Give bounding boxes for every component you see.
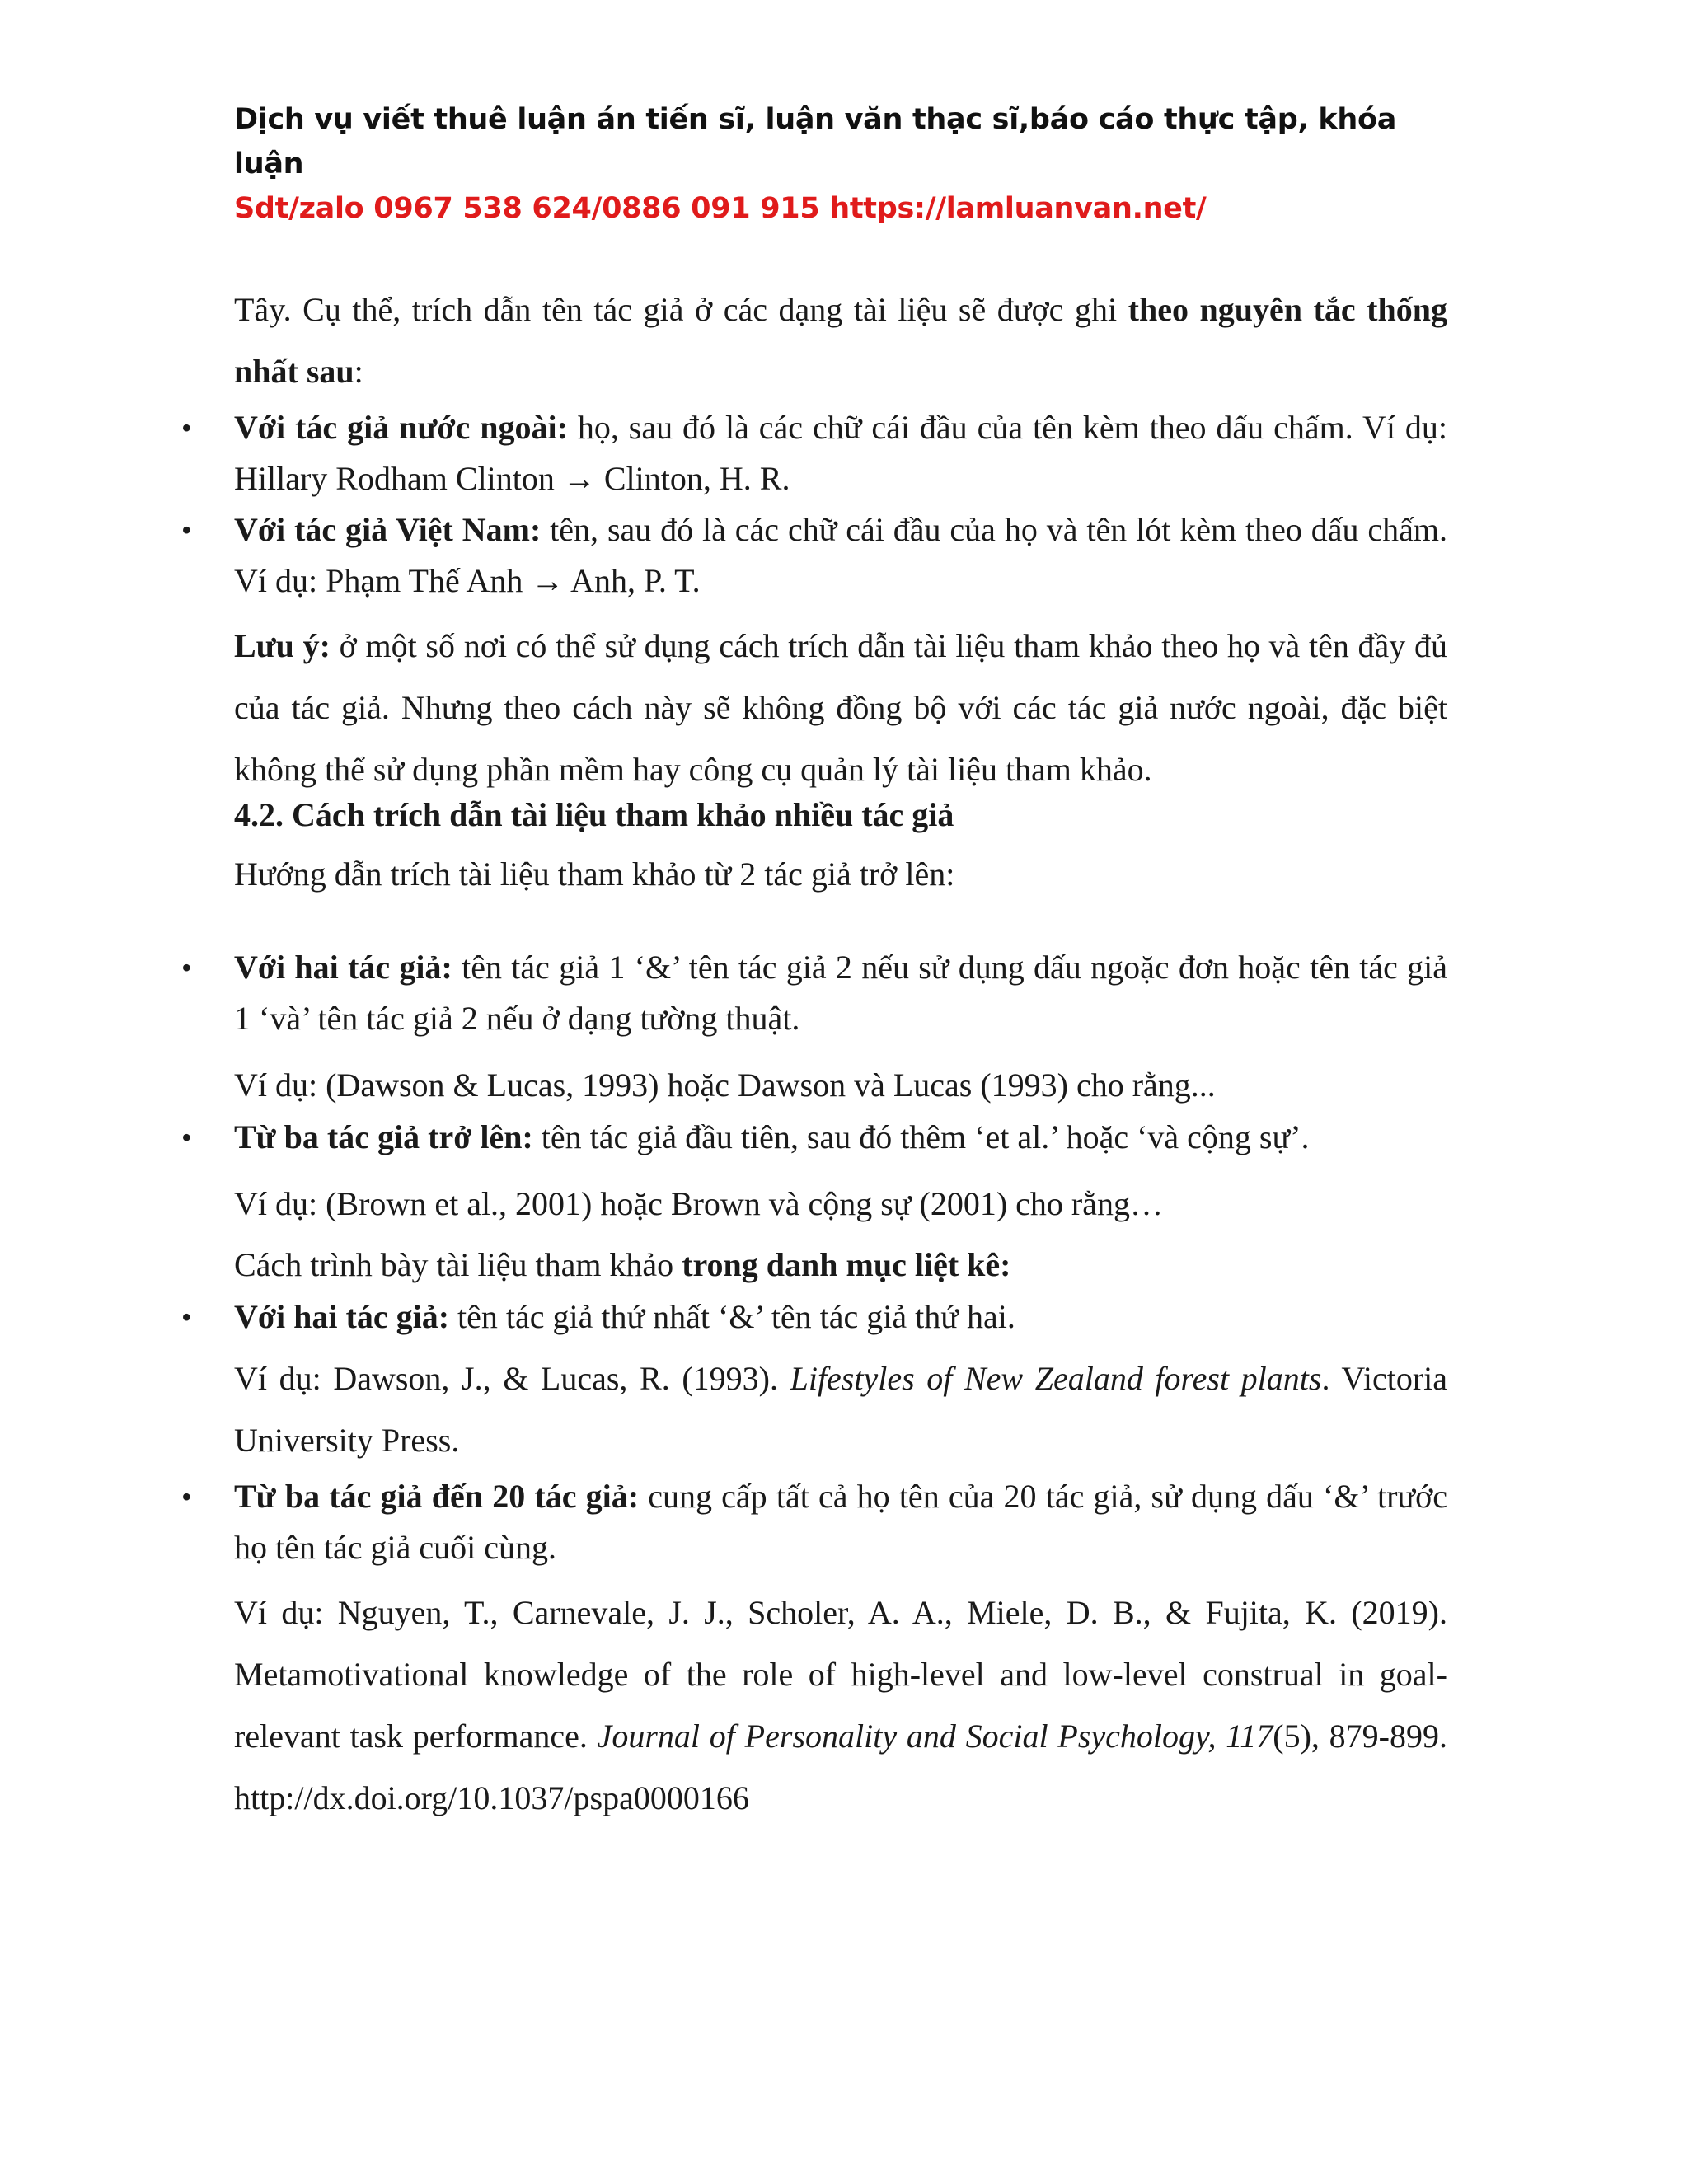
guide-paragraph: Hướng dẫn trích tài liệu tham khảo từ 2 tác giả trở lên:	[234, 855, 955, 893]
example-twenty-authors: Ví dụ: Nguyen, T., Carnevale, J. J., Scholer, A. A., Miele, D. B., & Fujita, K. (2019). Metamotivational knowledge of the role of high-level and low-level construal in goal-relevant task performance. Journal of Personality and Social Psychology, 117(5), 879-899. http://dx.doi.org/10.1037/pspa0000166	[234, 1594, 1447, 1816]
bullet-vietnamese-author: • Với tác giả Việt Nam: tên, sau đó là các chữ cái đầu của họ và tên lót kèm theo dấu chấm. Ví dụ: Phạm Thế Anh → Anh, P. T.	[234, 504, 1447, 607]
page-header	[234, 97, 1470, 231]
section-heading: 4.2. Cách trích dẫn tài liệu tham khảo nhiều tác giả	[234, 796, 954, 833]
list-intro-paragraph: Cách trình bày tài liệu tham khảo trong danh mục liệt kê:	[234, 1246, 1011, 1283]
bullet-two-authors: • Với hai tác giả: tên tác giả 1 ‘&’ tên tác giả 2 nếu sử dụng dấu ngoặc đơn hoặc tên tác giả 1 ‘và’ tên tác giả 2 nếu ở dạng tường thuật.	[234, 942, 1447, 1044]
note-paragraph: Lưu ý: ở một số nơi có thể sử dụng cách trích dẫn tài liệu tham khảo theo họ và tên đầy đủ của tác giả. Nhưng theo cách này sẽ không đồng bộ với các tác giả nước ngoài, đặc biệt không thể sử dụng phần mềm hay công cụ quản lý tài liệu tham khảo.	[234, 627, 1447, 788]
bullet-twenty-authors: • Từ ba tác giả đến 20 tác giả: cung cấp tất cả họ tên của 20 tác giả, sử dụng dấu ‘&’ trước họ tên tác giả cuối cùng.	[234, 1471, 1447, 1573]
example-two-authors-list: Ví dụ: Dawson, J., & Lucas, R. (1993). Lifestyles of New Zealand forest plants. Victoria University Press.	[234, 1360, 1448, 1459]
bullet-foreign-author: • Với tác giả nước ngoài: họ, sau đó là các chữ cái đầu của tên kèm theo dấu chấm. Ví dụ: Hillary Rodham Clinton → Clinton, H. R.	[234, 402, 1447, 504]
example-three-authors: Ví dụ: (Brown et al., 2001) hoặc Brown và cộng sự (2001) cho rằng…	[234, 1185, 1163, 1222]
header-service-line: Dịch vụ viết thuê luận án tiến sĩ, luận văn thạc sĩ,báo cáo thực tập, khóa luận	[234, 103, 1397, 180]
document-body	[234, 279, 1447, 1829]
bullet-three-authors: • Từ ba tác giả trở lên: tên tác giả đầu tiên, sau đó thêm ‘et al.’ hoặc ‘và cộng sự’.	[234, 1112, 1447, 1163]
bullet-two-authors-list: • Với hai tác giả: tên tác giả thứ nhất ‘&’ tên tác giả thứ hai.	[234, 1291, 1447, 1343]
intro-paragraph: Tây. Cụ thể, trích dẫn tên tác giả ở các dạng tài liệu sẽ được ghi theo nguyên tắc thống nhất sau:	[234, 291, 1447, 390]
header-contact-line: Sdt/zalo 0967 538 624/0886 091 915 https://lamluanvan.net/	[234, 192, 1207, 225]
example-two-authors: Ví dụ: (Dawson & Lucas, 1993) hoặc Dawson và Lucas (1993) cho rằng...	[234, 1066, 1216, 1104]
